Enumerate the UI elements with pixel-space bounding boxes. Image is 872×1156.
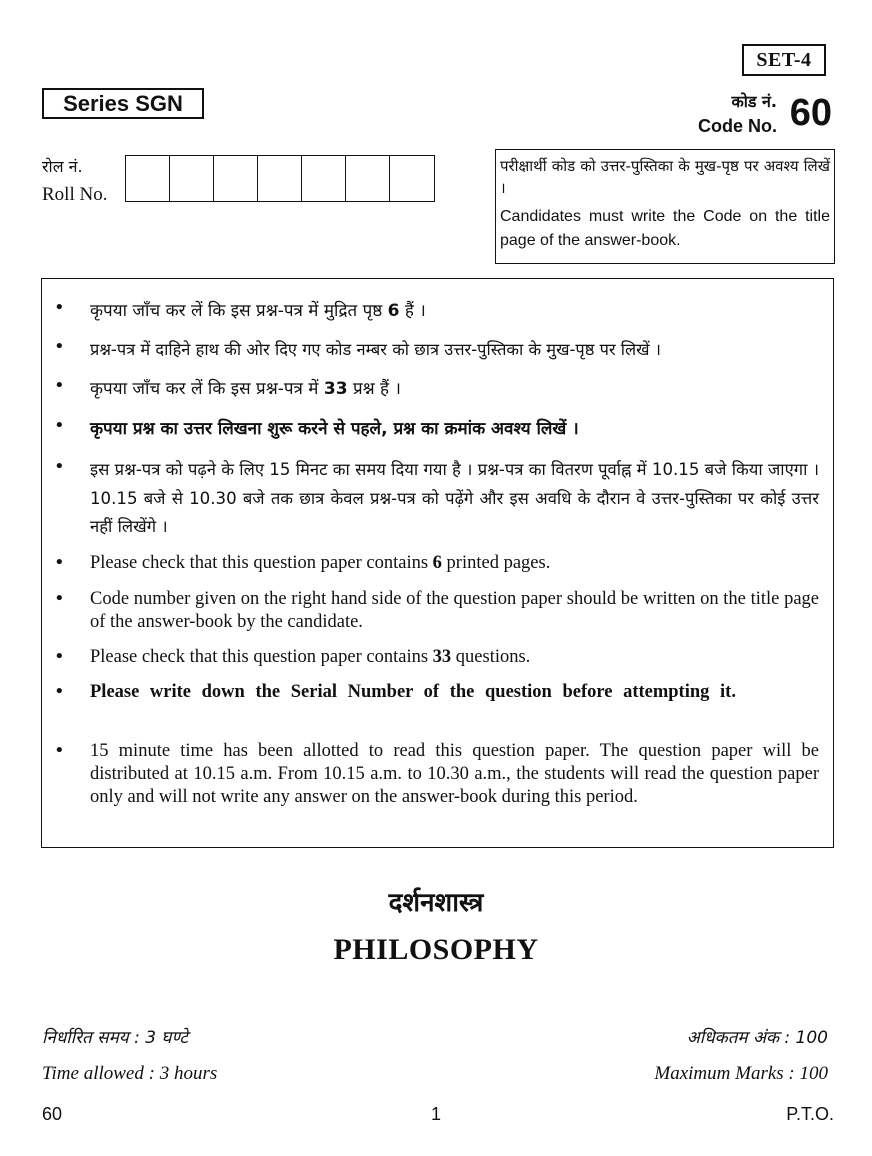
time-allowed-english: Time allowed : 3 hours	[42, 1063, 218, 1084]
bullet-icon: •	[54, 646, 65, 667]
bullet-icon: •	[54, 552, 65, 573]
bullet-icon: •	[54, 375, 65, 396]
roll-label-hindi: रोल नं.	[42, 157, 83, 176]
roll-cell[interactable]	[390, 156, 434, 201]
code-number: 60	[789, 92, 832, 134]
instructions-box	[41, 278, 834, 848]
roll-cell[interactable]	[258, 156, 302, 201]
roll-cell[interactable]	[170, 156, 214, 201]
set-label-box	[742, 44, 826, 76]
bullet-icon: •	[54, 740, 65, 761]
instruction-text: कृपया जाँच कर लें कि इस प्रश्न-पत्र में 33 प्रश्न हैं ।	[90, 379, 401, 399]
candidate-note-hindi: परीक्षार्थी कोड को उत्तर-पुस्तिका के मुख-पृष्ठ पर अवश्य लिखें ।	[500, 157, 830, 197]
bullet-icon: •	[54, 681, 65, 702]
roll-cell[interactable]	[214, 156, 258, 201]
instruction-text: Please check that this question paper contains 33 questions.	[90, 647, 531, 667]
series-label-box	[42, 88, 204, 119]
footer-pto: P.T.O.	[786, 1104, 834, 1124]
code-label-english: Code No.	[698, 116, 777, 136]
bullet-icon: •	[54, 336, 65, 357]
instruction-text: इस प्रश्न-पत्र को पढ़ने के लिए 15 मिनट का समय दिया गया है । प्रश्न-पत्र का वितरण पूर्वाह्न में 10.15 बजे किया जाएगा । 10.15 बजे से 10.30 बजे तक छात्र केवल प्रश्न-पत्र को पढ़ेंगे और इस अवधि के दौरान वे उत्तर-पुस्तिका पर कोई उत्तर नहीं लिखेंगे ।	[90, 460, 819, 536]
subject-title-english: PHILOSOPHY	[333, 933, 539, 966]
footer-code: 60	[42, 1104, 63, 1124]
instruction-text: Please check that this question paper contains 6 printed pages.	[90, 553, 551, 573]
roll-cell[interactable]	[346, 156, 390, 201]
instruction-text: Please write down the Serial Number of the question before attempting it.	[90, 682, 736, 702]
candidate-note-box	[495, 149, 835, 264]
roll-label-english: Roll No.	[42, 184, 108, 205]
instruction-text: प्रश्न-पत्र में दाहिने हाथ की ओर दिए गए कोड नम्बर को छात्र उत्तर-पुस्तिका के मुख-पृष्ठ पर लिखें ।	[90, 340, 661, 359]
set-label: SET-4	[756, 48, 812, 71]
roll-cell[interactable]	[126, 156, 170, 201]
max-marks-hindi: अधिकतम अंक : 100	[686, 1028, 828, 1048]
code-label-hindi: कोड नं.	[731, 92, 777, 111]
instruction-text: कृपया प्रश्न का उत्तर लिखना शुरू करने से पहले, प्रश्न का क्रमांक अवश्य लिखें ।	[90, 419, 579, 439]
bullet-icon: •	[54, 588, 65, 609]
bullet-icon: •	[54, 297, 65, 318]
instruction-text: कृपया जाँच कर लें कि इस प्रश्न-पत्र में मुद्रित पृष्ठ 6 हैं ।	[90, 301, 426, 321]
bullet-icon: •	[54, 456, 65, 477]
subject-title-hindi: दर्शनशास्त्र	[388, 888, 484, 918]
roll-cell[interactable]	[302, 156, 346, 201]
candidate-note-english: Candidates must write the Code on the title page of the answer-book.	[500, 208, 830, 249]
bullet-icon: •	[54, 415, 65, 436]
instruction-text: Code number given on the right hand side of the question paper should be written on the title page of the answer-book by the candidate.	[90, 589, 819, 632]
instruction-text: 15 minute time has been allotted to read this question paper. The question paper will be distributed at 10.15 a.m. From 10.15 a.m. to 10.30 a.m., the students will read the question paper only and will not write any answer on the answer-book during this period.	[90, 741, 819, 807]
max-marks-english: Maximum Marks : 100	[654, 1063, 828, 1084]
footer-page-number: 1	[430, 1104, 441, 1124]
series-label: Series SGN	[63, 90, 183, 116]
roll-number-grid[interactable]	[125, 155, 435, 202]
time-allowed-hindi: निर्धारित समय : 3 घण्टे	[42, 1028, 188, 1048]
